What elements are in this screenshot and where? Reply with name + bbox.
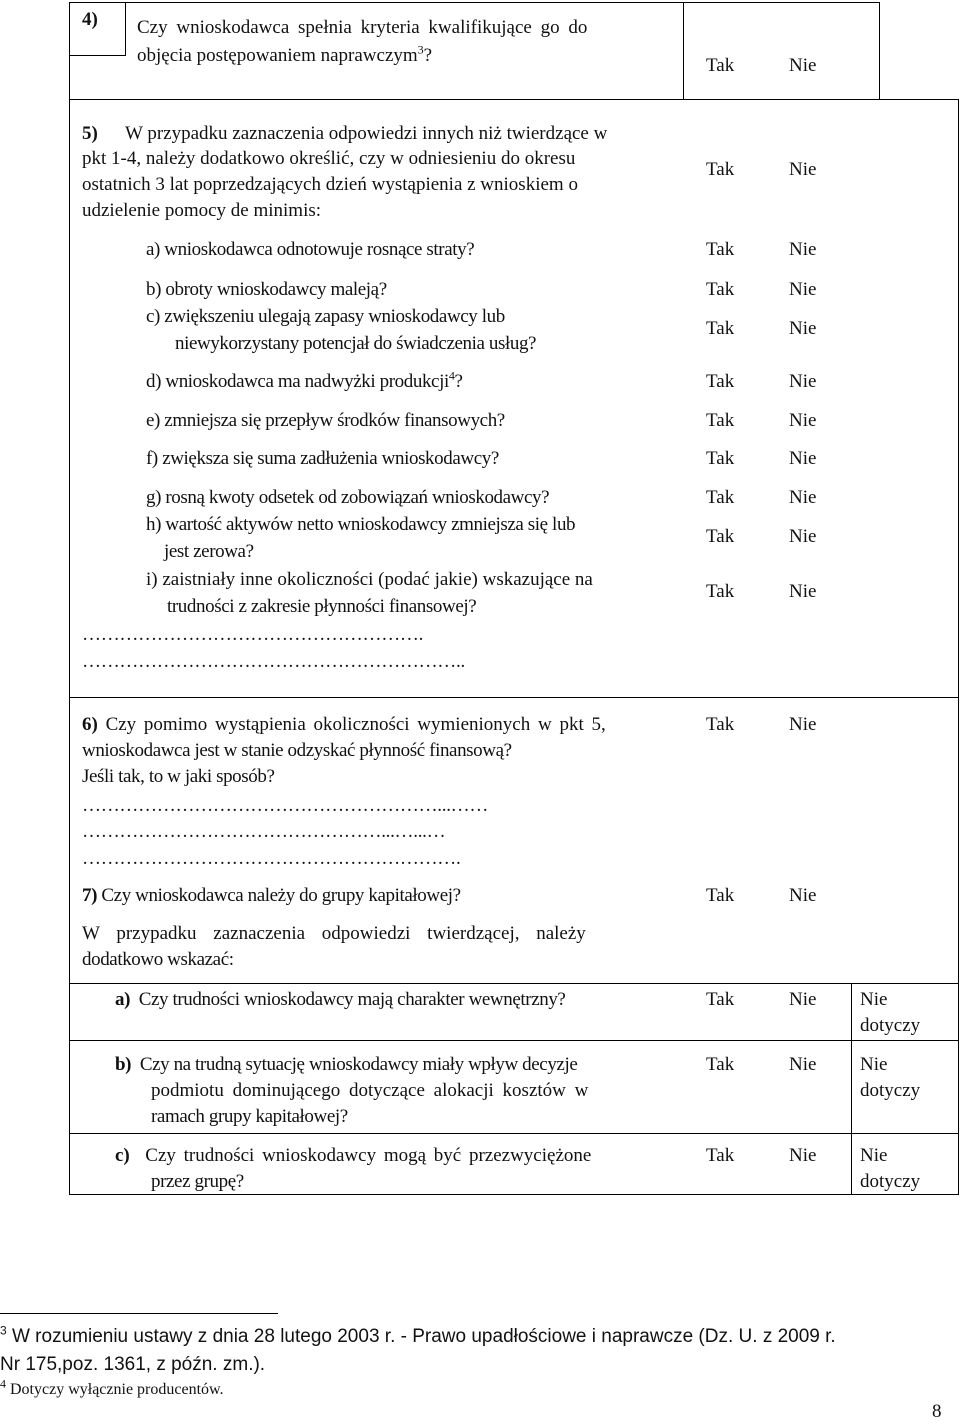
q7-item-b-text: Czy na trudną sytuację wnioskodawcy miały wpływ decyzje bbox=[139, 1054, 578, 1075]
q7-item-a bbox=[115, 986, 565, 1013]
footnote-3-number: 3 bbox=[0, 1323, 7, 1338]
q5-item-f: f) zwiększa się suma zadłużenia wnioskodawcy? bbox=[146, 448, 499, 469]
q4-number: 4) bbox=[82, 9, 98, 30]
q5-answer-dots-line2[interactable]: …………………………………………………….. bbox=[82, 651, 465, 672]
q5-item-c-line1: c) zwiększeniu ulegają zapasy wnioskodawcy lub bbox=[146, 306, 505, 327]
q7-answer-nie[interactable]: Nie bbox=[789, 885, 817, 906]
q7-question-text: Czy wnioskodawca należy do grupy kapitałowej? bbox=[101, 885, 461, 906]
row4-divider bbox=[683, 2, 684, 100]
q7-item-c-tak[interactable]: Tak bbox=[706, 1145, 735, 1166]
q5-answer-tak[interactable]: Tak bbox=[706, 159, 735, 180]
q4-answer-nie[interactable]: Nie bbox=[789, 55, 817, 76]
q5-item-b: b) obroty wnioskodawcy maleją? bbox=[146, 279, 387, 300]
q7-b-bottom bbox=[69, 1133, 959, 1134]
q5-item-i-line2: trudności z zakresie płynności finansowej? bbox=[167, 596, 477, 617]
q7-question bbox=[82, 882, 461, 909]
q5-item-d-tail: ? bbox=[454, 371, 463, 392]
row4-right-border bbox=[879, 2, 880, 100]
q4-question-text: objęcia postępowaniem naprawczym bbox=[137, 45, 418, 66]
row4-left-border bbox=[69, 2, 70, 100]
q5-item-i-tak[interactable]: Tak bbox=[706, 581, 735, 602]
q6-question-line2: wnioskodawca jest w stanie odzyskać płynność finansową? bbox=[82, 740, 512, 761]
q4-question-mark: ? bbox=[423, 45, 433, 66]
q5-item-f-tak[interactable]: Tak bbox=[706, 448, 735, 469]
q5-item-d-nie[interactable]: Nie bbox=[789, 371, 817, 392]
q5-item-h-tak[interactable]: Tak bbox=[706, 526, 735, 547]
q5-answer-dots-line1[interactable]: ………………………………………………. bbox=[82, 624, 424, 645]
row4-bottom-border bbox=[69, 99, 880, 100]
q5-item-a-nie[interactable]: Nie bbox=[789, 239, 817, 260]
page-number: 8 bbox=[932, 1401, 942, 1422]
q5-item-i-nie[interactable]: Nie bbox=[789, 581, 817, 602]
q7-item-a-text: Czy trudności wnioskodawcy mają charakter wewnętrzny? bbox=[138, 989, 566, 1010]
q7-answer-tak[interactable]: Tak bbox=[706, 885, 735, 906]
q5-item-b-tak[interactable]: Tak bbox=[706, 279, 735, 300]
q6-answer-dots-line1[interactable]: …………………………………………………...…… bbox=[82, 795, 489, 816]
q5-answer-nie[interactable]: Nie bbox=[789, 159, 817, 180]
main-right-border bbox=[958, 99, 959, 1195]
row4-num-cell-bottom bbox=[69, 55, 126, 56]
q5-item-d bbox=[146, 368, 463, 395]
q7-item-b-line3: ramach grupy kapitałowej? bbox=[151, 1106, 348, 1127]
footnote-4-number: 4 bbox=[0, 1376, 6, 1391]
footnote-3-line1 bbox=[0, 1324, 836, 1350]
q5-item-h-nie[interactable]: Nie bbox=[789, 526, 817, 547]
q5-item-h-line2: jest zerowa? bbox=[164, 541, 254, 562]
q7-item-b-tak[interactable]: Tak bbox=[706, 1054, 735, 1075]
row4-top-border-right bbox=[683, 2, 879, 3]
footnote-3-line2: Nr 175,poz. 1361, z późn. zm.). bbox=[0, 1354, 266, 1375]
q7-item-b-line2: podmiotu dominującego dotyczące alokacji kosztów w bbox=[151, 1080, 589, 1101]
row4-num-cell-right bbox=[125, 2, 126, 55]
q6-question-text: Czy pomimo wystąpienia okoliczności wymienionych w pkt 5, bbox=[105, 714, 606, 735]
q7-number: 7) bbox=[82, 885, 98, 906]
q5-intro-line1: W przypadku zaznaczenia odpowiedzi innych niż twierdzące w bbox=[125, 123, 608, 144]
q7-item-a-tak[interactable]: Tak bbox=[706, 989, 735, 1010]
q5-item-e-tak[interactable]: Tak bbox=[706, 410, 735, 431]
q6-answer-dots-line3[interactable]: ……………………………………………………. bbox=[82, 848, 461, 869]
q6-top-divider bbox=[69, 697, 959, 698]
q5-item-g: g) rosną kwoty odsetek od zobowiązań wnioskodawcy? bbox=[146, 487, 550, 508]
q7-note-line2: dodatkowo wskazać: bbox=[82, 949, 234, 970]
q6-question-line1 bbox=[82, 711, 606, 738]
footnote-4-text: Dotyczy wyłącznie producentów. bbox=[6, 1381, 224, 1398]
q7-a-bottom bbox=[69, 1040, 959, 1041]
q5-item-d-text: d) wnioskodawca ma nadwyżki produkcji bbox=[146, 371, 449, 392]
q7-item-c-not-applicable-line2[interactable]: dotyczy bbox=[860, 1171, 921, 1192]
q5-item-c-line2: niewykorzystany potencjał do świadczenia usług? bbox=[175, 333, 537, 354]
q7-item-a-nie[interactable]: Nie bbox=[789, 989, 817, 1010]
q7-col-divider bbox=[851, 983, 852, 1195]
q7-item-c-label: c) bbox=[115, 1145, 130, 1166]
q5-item-e: e) zmniejsza się przepływ środków finansowych? bbox=[146, 410, 505, 431]
q4-answer-tak[interactable]: Tak bbox=[706, 55, 735, 76]
q7-item-c-not-applicable-line1[interactable]: Nie bbox=[860, 1145, 888, 1166]
q4-question-line2 bbox=[137, 42, 432, 69]
q7-item-c-line2: przez grupę? bbox=[151, 1171, 244, 1192]
q6-answer-nie[interactable]: Nie bbox=[789, 714, 817, 735]
q4-footnote-ref: 3 bbox=[417, 42, 424, 57]
q5-item-d-footnote-ref: 4 bbox=[448, 368, 455, 383]
main-left-border bbox=[69, 99, 70, 1195]
q5-intro-line2: pkt 1-4, należy dodatkowo określić, czy w odniesieniu do okresu bbox=[82, 148, 576, 169]
q4-question-line1: Czy wnioskodawca spełnia kryteria kwalifikujące go do bbox=[137, 17, 588, 38]
q5-intro-line4: udzielenie pomocy de minimis: bbox=[82, 200, 322, 221]
q5-item-c-tak[interactable]: Tak bbox=[706, 318, 735, 339]
q7-item-b-not-applicable-line2[interactable]: dotyczy bbox=[860, 1080, 921, 1101]
q5-item-g-nie[interactable]: Nie bbox=[789, 487, 817, 508]
q6-number: 6) bbox=[82, 714, 98, 735]
q5-item-a-tak[interactable]: Tak bbox=[706, 239, 735, 260]
q7-item-c-line1 bbox=[115, 1142, 591, 1169]
q5-item-g-tak[interactable]: Tak bbox=[706, 487, 735, 508]
q5-item-e-nie[interactable]: Nie bbox=[789, 410, 817, 431]
footnote-4 bbox=[0, 1377, 224, 1403]
q6-answer-dots-line2[interactable]: …………………………………………...…...… bbox=[82, 821, 446, 842]
q7-item-a-not-applicable-line1[interactable]: Nie bbox=[860, 989, 888, 1010]
q7-item-b-nie[interactable]: Nie bbox=[789, 1054, 817, 1075]
q6-question-line3: Jeśli tak, to w jaki sposób? bbox=[82, 766, 275, 787]
q6-answer-tak[interactable]: Tak bbox=[706, 714, 735, 735]
row4-top-border bbox=[69, 2, 684, 3]
q5-item-c-nie[interactable]: Nie bbox=[789, 318, 817, 339]
q7-item-c-nie[interactable]: Nie bbox=[789, 1145, 817, 1166]
q7-item-a-label: a) bbox=[115, 989, 131, 1010]
q7-item-b-line1 bbox=[115, 1051, 577, 1078]
q5-number: 5) bbox=[82, 123, 98, 144]
q5-intro-line3: ostatnich 3 lat poprzedzających dzień wystąpienia z wnioskiem o bbox=[82, 174, 578, 195]
q5-item-h-line1: h) wartość aktywów netto wnioskodawcy zmniejsza się lub bbox=[146, 514, 576, 535]
q7-item-b-label: b) bbox=[115, 1054, 132, 1075]
q5-item-b-nie[interactable]: Nie bbox=[789, 279, 817, 300]
q5-item-d-tak[interactable]: Tak bbox=[706, 371, 735, 392]
q7-box-top bbox=[69, 983, 959, 984]
q7-item-c-text: Czy trudności wnioskodawcy mogą być przezwyciężone bbox=[145, 1145, 592, 1166]
main-top-border-right bbox=[879, 99, 959, 100]
q7-note-line1: W przypadku zaznaczenia odpowiedzi twierdzącej, należy bbox=[82, 923, 586, 944]
footnote-3-text: W rozumieniu ustawy z dnia 28 lutego 2003 r. - Prawo upadłościowe i naprawcze (Dz. U. z 2009 r. bbox=[6, 1326, 836, 1347]
footnote-separator bbox=[0, 1313, 278, 1314]
q5-item-a: a) wnioskodawca odnotowuje rosnące straty? bbox=[146, 239, 475, 260]
q7-item-a-not-applicable-line2[interactable]: dotyczy bbox=[860, 1015, 921, 1036]
q5-item-f-nie[interactable]: Nie bbox=[789, 448, 817, 469]
q7-item-b-not-applicable-line1[interactable]: Nie bbox=[860, 1054, 888, 1075]
q5-item-i-line1: i) zaistniały inne okoliczności (podać jakie) wskazujące na bbox=[146, 569, 593, 590]
